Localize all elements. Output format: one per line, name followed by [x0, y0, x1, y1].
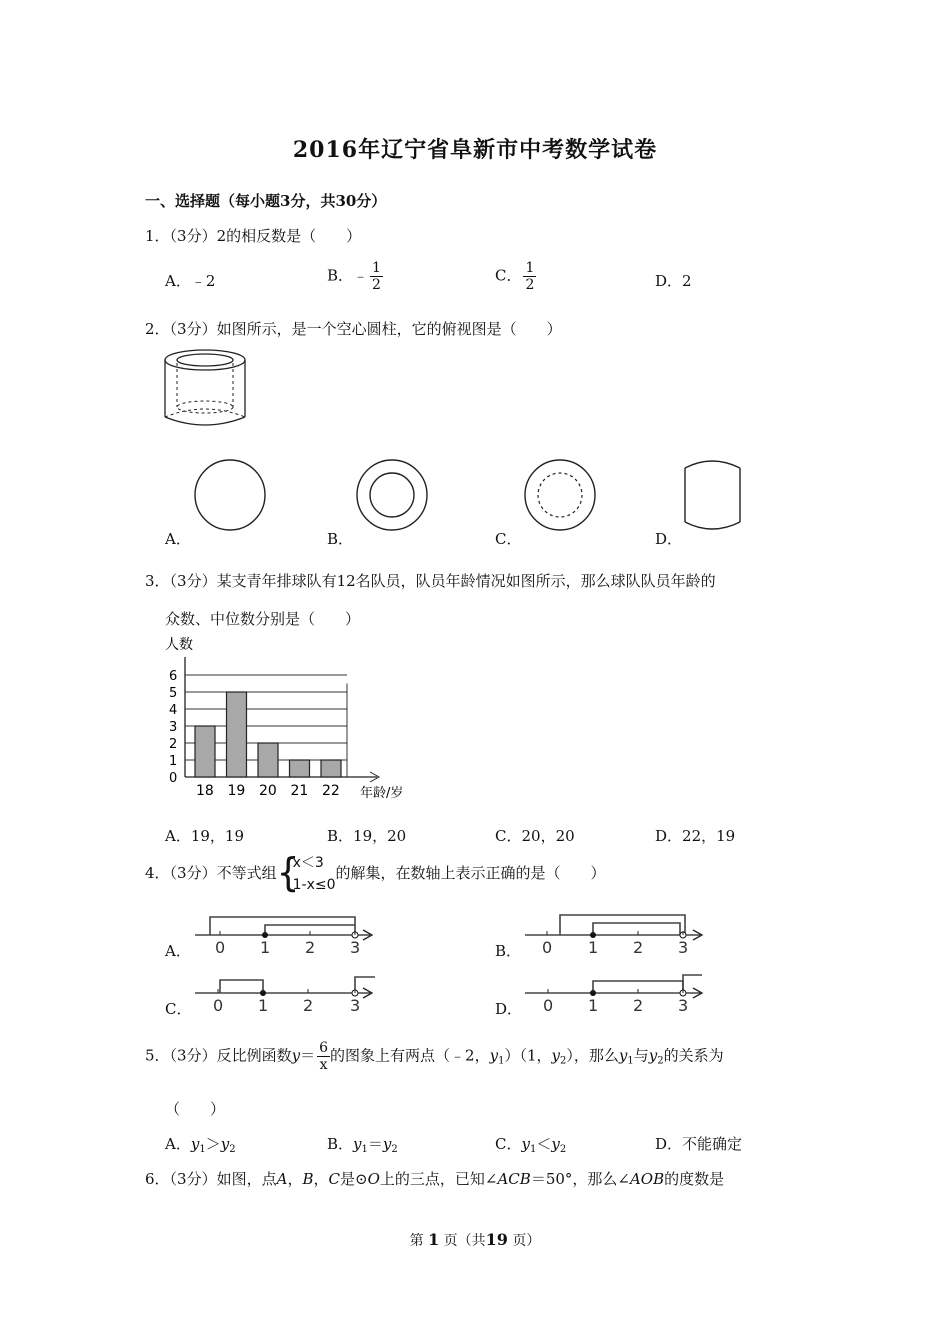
question-number: 6．	[145, 1170, 170, 1188]
number-line-label: 0	[542, 938, 553, 957]
option-b-concentric-circles	[352, 455, 432, 535]
chart-y-tick-label: 4	[169, 703, 178, 718]
number-line-label: 2	[303, 996, 314, 1015]
question-text-mid: 是⊙	[340, 1170, 368, 1188]
question-points: （3分）	[169, 1046, 217, 1065]
number-line-d	[520, 965, 720, 1020]
chart-x-tick-label: 19	[227, 783, 246, 799]
chart-y-tick-label: 0	[169, 771, 178, 786]
chart-x-tick-label: 22	[322, 783, 340, 799]
page-footer	[0, 1230, 950, 1250]
number-line-label: 1	[260, 938, 271, 957]
number-line-label: 3	[350, 996, 361, 1015]
question-3-line-2: 众数、中位数分别是（ ）	[165, 610, 361, 628]
relation: ＞	[205, 1135, 221, 1153]
question-text-mid: ）（1，	[504, 1046, 552, 1065]
question-number: 2．	[145, 320, 170, 338]
age-bar-chart	[160, 635, 420, 805]
footer-text: 第	[409, 1233, 424, 1249]
page-total: 19	[485, 1230, 508, 1249]
number-line-label: 1	[588, 938, 599, 957]
question-text-mid: 上的三点，已知∠	[379, 1170, 498, 1188]
question-text-end: 的解集，在数轴上表示正确的是（ ）	[335, 864, 606, 882]
option-label: C．	[495, 1135, 522, 1153]
chart-y-label: 人数	[165, 637, 193, 653]
question-1	[145, 225, 361, 246]
question-number: 5．	[145, 1046, 170, 1065]
question-text-mid: ＝50°，那么∠	[530, 1170, 630, 1188]
q4-option-b: B．	[495, 942, 522, 960]
q3-option-b: B．19，20	[327, 827, 407, 845]
fraction-numerator: 1	[525, 260, 535, 276]
question-2	[145, 318, 562, 339]
angle-aob: AOB	[629, 1170, 665, 1188]
question-number: 1．	[145, 227, 170, 245]
question-5-paren: （ ）	[165, 1100, 226, 1118]
footer-text: 页（共	[443, 1233, 486, 1249]
brace-glyph: {	[276, 850, 300, 896]
question-text: 不等式组	[216, 864, 277, 882]
chart-y-ticks	[169, 669, 177, 786]
subscript: 1	[498, 1055, 505, 1067]
relation: ＝	[367, 1135, 383, 1153]
question-text-mid: ），那么	[566, 1046, 619, 1065]
fraction	[317, 1040, 330, 1073]
equals: ＝	[300, 1046, 316, 1065]
question-3	[145, 570, 716, 591]
question-text: 如图，点	[216, 1170, 277, 1188]
option-text: 不能确定	[682, 1135, 743, 1153]
question-number: 3．	[145, 572, 170, 590]
option-a-circle	[190, 455, 270, 535]
number-line-label: 0	[543, 996, 554, 1015]
q3-option-c: C．20，20	[495, 827, 575, 845]
option-sign: ﹣	[353, 266, 369, 285]
var-y1: y	[489, 1046, 499, 1065]
q2-option-a: A．	[165, 530, 191, 548]
question-points: （3分）	[169, 1170, 217, 1188]
subscript: 2	[559, 1055, 567, 1067]
number-line-label: 2	[633, 996, 644, 1015]
q4-option-d: D．	[495, 1000, 523, 1018]
question-4	[145, 852, 606, 896]
option-label: B．	[327, 266, 354, 285]
footer-text: 页）	[512, 1233, 541, 1249]
question-points: （3分）	[169, 227, 217, 245]
question-text: 反比例函数	[216, 1046, 292, 1065]
question-text-end: 的关系为	[663, 1046, 724, 1065]
var-y: y	[291, 1046, 301, 1065]
number-line-label: 0	[213, 996, 224, 1015]
number-line-label: 3	[678, 938, 689, 957]
relation: ＜	[536, 1135, 552, 1153]
number-line-b	[520, 905, 720, 960]
question-6	[145, 1168, 724, 1189]
q1-option-b	[327, 260, 383, 293]
point-b: B	[302, 1170, 314, 1188]
chart-x-tick-label: 18	[196, 783, 214, 799]
q1-option-c	[495, 260, 536, 293]
q5-option-c: C．$y_1<y_2$	[495, 1135, 567, 1155]
point-a: A	[276, 1170, 288, 1188]
fraction-numerator: 1	[372, 260, 381, 276]
option-label: C．	[495, 266, 522, 285]
number-line-label: 1	[588, 996, 599, 1015]
question-points: （3分）	[169, 320, 217, 338]
q2-option-d: D．	[655, 530, 683, 548]
question-text-end: 的度数是	[664, 1170, 725, 1188]
q3-option-a: A．19，19	[165, 827, 245, 845]
number-line-label: 2	[633, 938, 644, 957]
chart-x-label: 年龄/岁	[360, 786, 404, 801]
option-d-barrel-shape	[680, 460, 750, 530]
option-text: ﹣2	[190, 272, 216, 290]
question-5: 5．（3分）反比例函数y＝ $\frac{6}{x}$ 的图象上有两点（﹣2，$y_1)(1$，$y_2$），那么$y_1$与$y_2$的关系为	[145, 1040, 724, 1073]
number-line-label: 0	[215, 938, 226, 957]
inequality-1: x＜3	[292, 855, 324, 871]
question-number: 4．	[145, 864, 170, 882]
chart-x-ticks	[196, 783, 340, 799]
question-text: 某支青年排球队有12名队员，队员年龄情况如图所示，那么球队队员年龄的	[216, 572, 716, 590]
section-heading: 一、选择题（每小题3分，共30分）	[145, 192, 387, 210]
question-text-mid: 与	[633, 1046, 649, 1065]
chart-x-tick-label: 21	[290, 783, 309, 799]
chart-y-tick-label: 3	[169, 720, 178, 735]
q5-option-d	[655, 1133, 742, 1154]
option-text: 2	[682, 272, 692, 290]
option-label: B．	[327, 1135, 354, 1153]
chart-y-tick-label: 1	[169, 754, 178, 769]
q2-option-c: C．	[495, 530, 522, 548]
number-line-label: 3	[350, 938, 361, 957]
q4-option-c: C．	[165, 1000, 192, 1018]
hollow-cylinder-figure	[160, 345, 260, 430]
question-text-mid: 的图象上有两点（﹣2，	[330, 1046, 490, 1065]
option-c-dashed-circles	[520, 455, 600, 535]
number-line-label: 3	[678, 996, 689, 1015]
option-label: A．	[165, 272, 191, 290]
comma: ，	[287, 1170, 303, 1188]
number-line-c	[190, 965, 390, 1020]
chart-bar	[321, 760, 341, 777]
fraction-denominator: 2	[525, 277, 535, 293]
fraction-denominator: 2	[372, 277, 381, 293]
inequality-system	[277, 852, 336, 896]
option-label: D．	[655, 1135, 683, 1153]
question-text: 2的相反数是（ ）	[216, 227, 362, 245]
q4-option-a: A．	[165, 942, 191, 960]
chart-bar	[195, 726, 215, 777]
q2-option-b: B．	[327, 530, 354, 548]
q5-option-a: A．$y_1>y_2$	[165, 1135, 236, 1155]
fraction	[523, 260, 536, 293]
chart-bar	[227, 692, 247, 777]
fraction-denominator: x	[319, 1057, 328, 1073]
q1-option-a	[165, 270, 215, 291]
page-number: 1	[428, 1230, 440, 1249]
comma: ，	[313, 1170, 329, 1188]
chart-bar	[290, 760, 310, 777]
option-label: D．	[655, 272, 683, 290]
fraction-numerator: 6	[319, 1040, 329, 1056]
q1-option-d	[655, 270, 692, 291]
question-points: （3分）	[169, 572, 217, 590]
option-label: A．	[165, 1135, 191, 1153]
number-line-a	[190, 905, 390, 960]
fraction	[370, 260, 383, 293]
inequality-2: 1-x≤0	[292, 877, 336, 893]
chart-bar	[258, 743, 278, 777]
chart-x-tick-label: 20	[259, 783, 277, 799]
page-title: 2016年辽宁省阜新市中考数学试卷	[292, 137, 658, 163]
point-o: O	[367, 1170, 380, 1188]
chart-bars	[195, 692, 341, 777]
var-y2: y	[551, 1046, 560, 1065]
number-line-label: 1	[258, 996, 269, 1015]
question-text: 如图所示，是一个空心圆柱，它的俯视图是（ ）	[216, 320, 562, 338]
angle-acb: ACB	[497, 1170, 531, 1188]
q5-option-b: B．$y_1=y_2$	[327, 1135, 398, 1155]
point-c: C	[328, 1170, 340, 1188]
question-points: （3分）	[169, 864, 217, 882]
chart-y-tick-label: 6	[169, 669, 178, 684]
q3-option-d: D．22，19	[655, 827, 736, 845]
chart-y-tick-label: 5	[169, 686, 178, 701]
chart-y-tick-label: 2	[169, 737, 178, 752]
number-line-label: 2	[305, 938, 316, 957]
